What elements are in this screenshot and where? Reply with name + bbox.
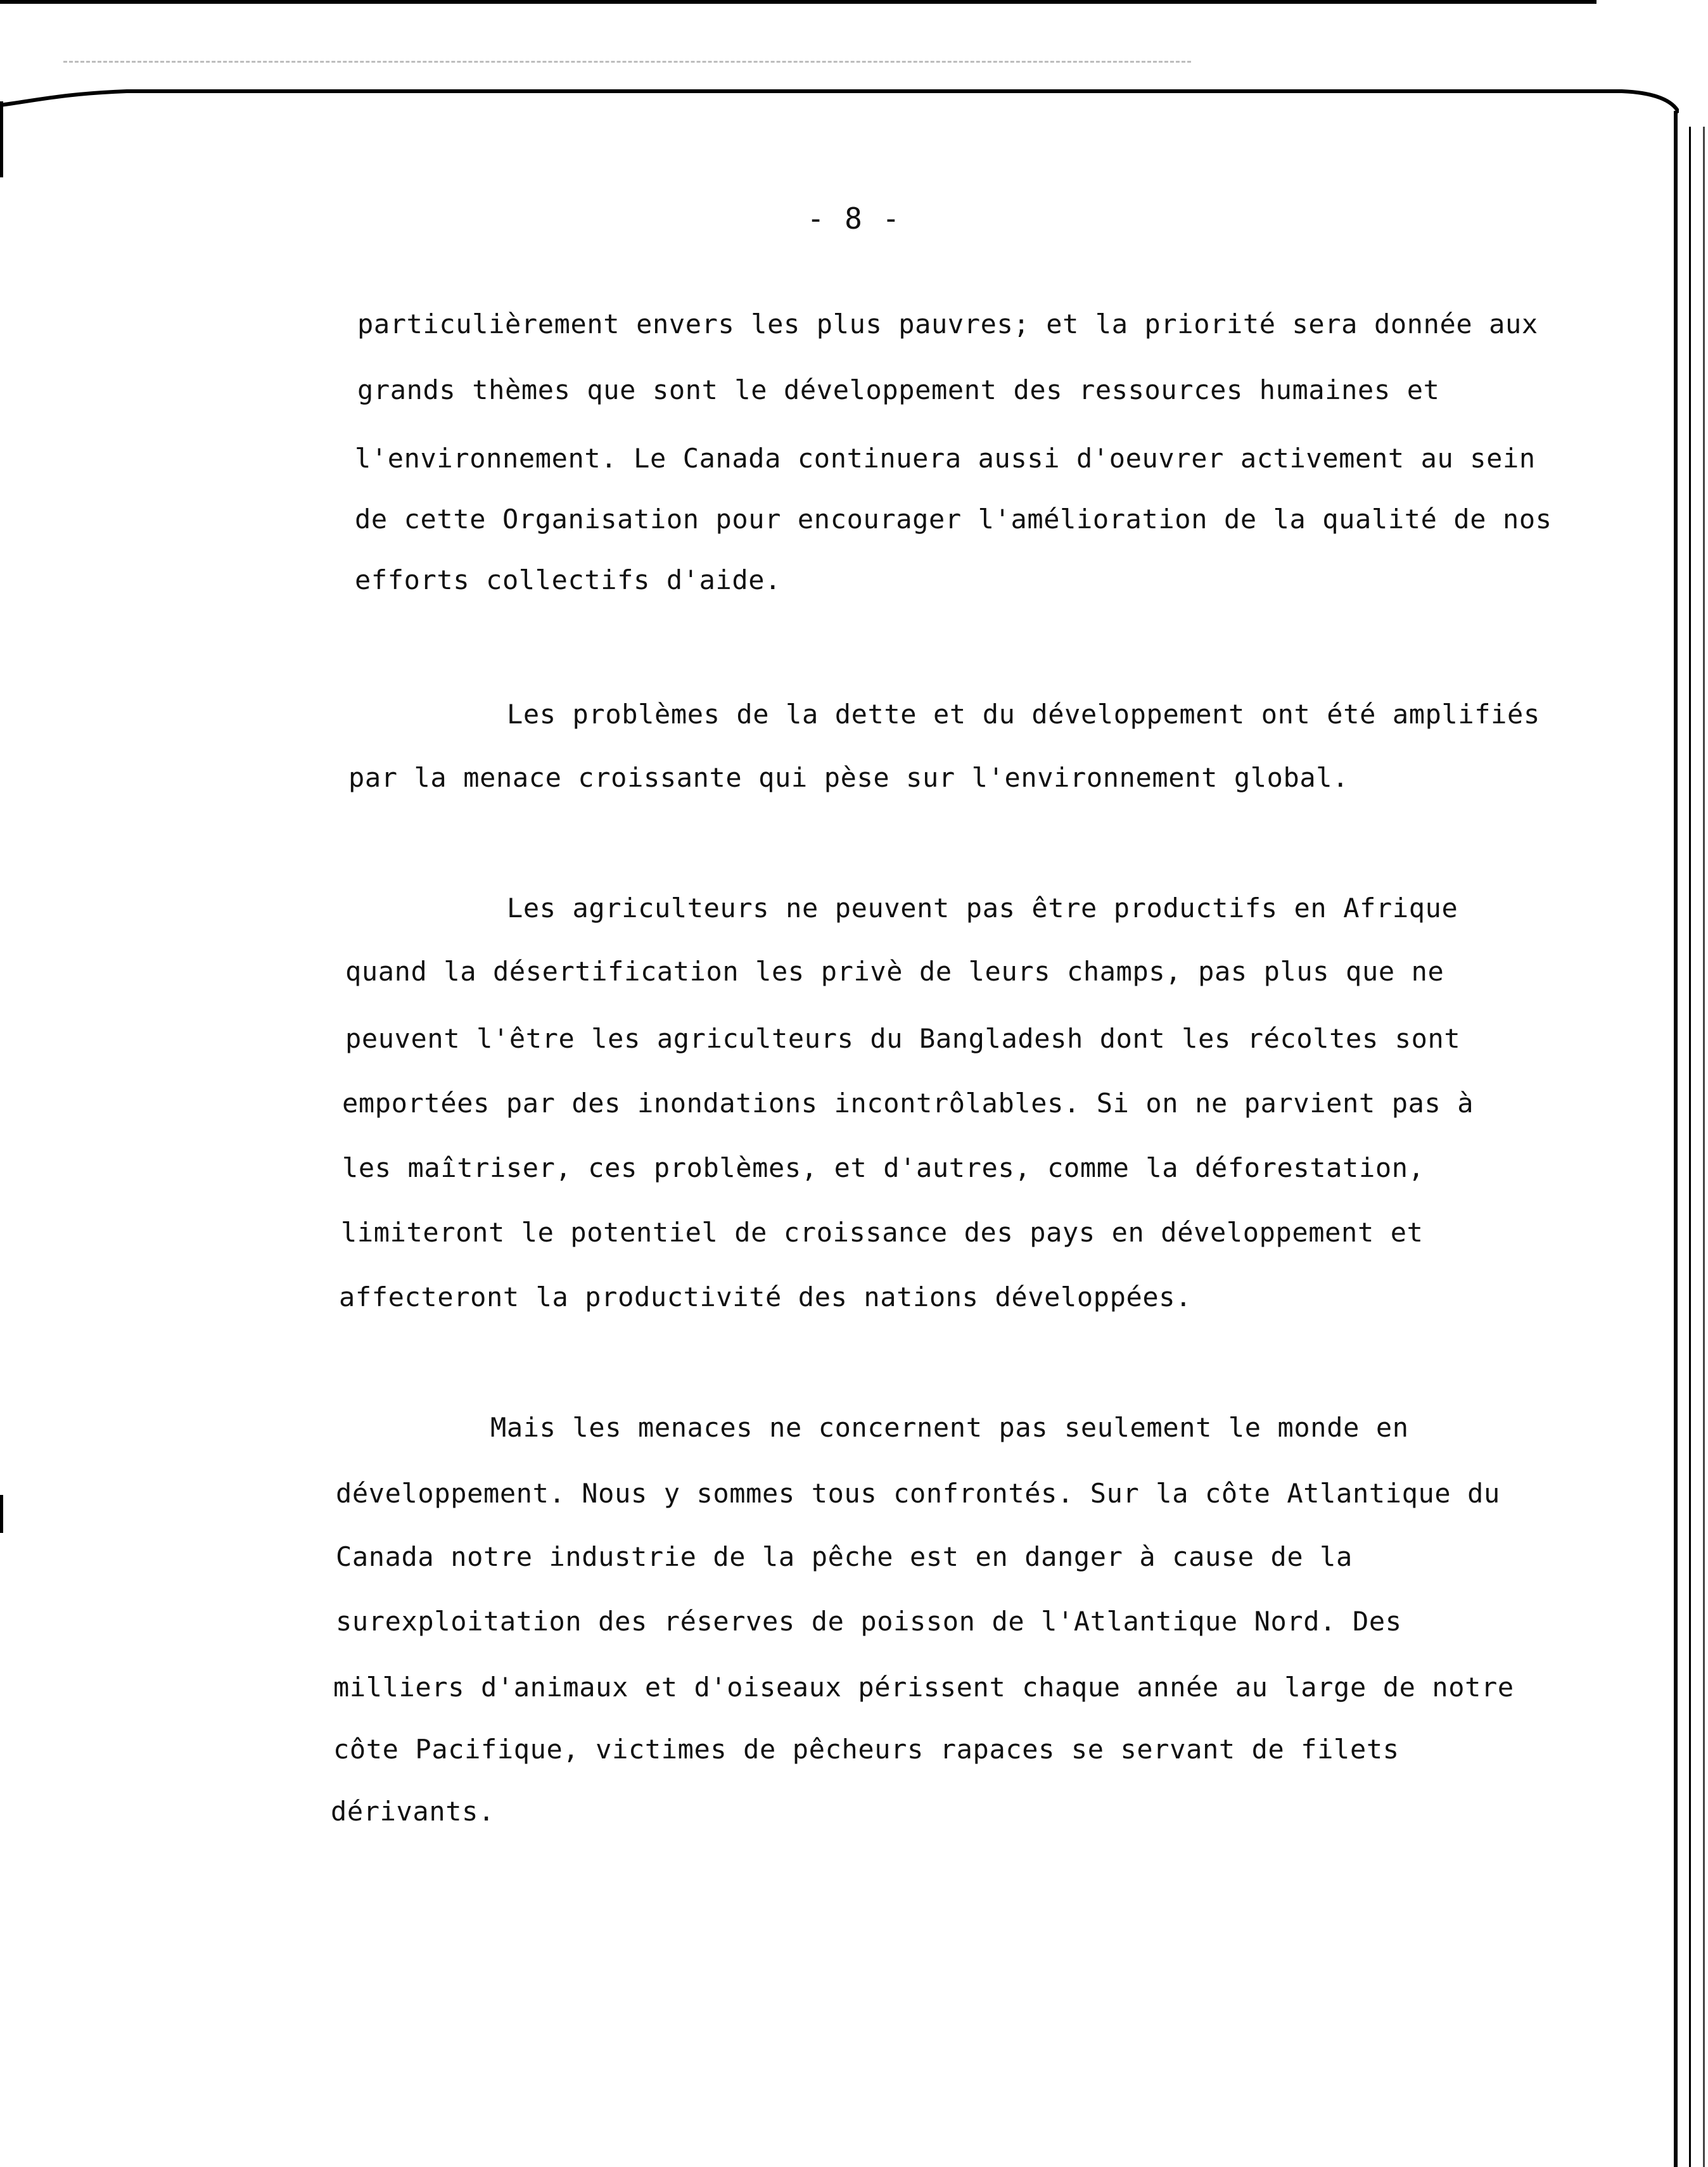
- scan-faint-line: [63, 61, 1191, 63]
- text-line: efforts collectifs d'aide.: [355, 564, 782, 595]
- text-line: peuvent l'être les agriculteurs du Bangladesh dont les récoltes sont: [345, 1023, 1461, 1054]
- text-line: développement. Nous y sommes tous confrontés. Sur la côte Atlantique du: [336, 1478, 1500, 1509]
- scan-right-edge-inner: [1689, 127, 1691, 2167]
- text-line: dérivants.: [331, 1796, 495, 1827]
- text-line: affecteront la productivité des nations développées.: [339, 1281, 1192, 1312]
- scan-right-edge: [1674, 111, 1678, 2167]
- text-line: limiteront le potentiel de croissance des pays en développement et: [341, 1217, 1424, 1248]
- text-line: Les problèmes de la dette et du développement ont été amplifiés: [507, 699, 1540, 730]
- text-line: emportées par des inondations incontrôlables. Si on ne parvient pas à: [342, 1088, 1474, 1119]
- text-line: les maîtriser, ces problèmes, et d'autres, comme la déforestation,: [342, 1152, 1425, 1183]
- text-line: particulièrement envers les plus pauvres; et la priorité sera donnée aux: [357, 308, 1538, 340]
- text-line: Canada notre industrie de la pêche est en danger à cause de la: [336, 1541, 1353, 1572]
- page-number: - 8 -: [806, 201, 902, 236]
- text-line: l'environnement. Le Canada continuera aussi d'oeuvrer activement au sein: [355, 443, 1536, 474]
- text-line: quand la désertification les privè de leurs champs, pas plus que ne: [345, 956, 1444, 987]
- text-line: Les agriculteurs ne peuvent pas être productifs en Afrique: [507, 893, 1458, 924]
- text-line: milliers d'animaux et d'oiseaux périssent chaque année au large de notre: [333, 1672, 1514, 1703]
- text-line: Mais les menaces ne concernent pas seulement le monde en: [490, 1412, 1409, 1443]
- text-line: de cette Organisation pour encourager l'amélioration de la qualité de nos: [355, 504, 1552, 535]
- scan-top-edge: [0, 0, 1596, 4]
- scan-left-tick: [0, 1495, 3, 1533]
- text-line: surexploitation des réserves de poisson de l'Atlantique Nord. Des: [336, 1606, 1402, 1637]
- text-line: par la menace croissante qui pèse sur l'environnement global.: [348, 762, 1349, 793]
- text-line: côte Pacifique, victimes de pêcheurs rapaces se servant de filets: [333, 1734, 1399, 1765]
- scan-right-edge-outer: [1703, 127, 1705, 2167]
- scan-frame-curve: [0, 87, 1679, 125]
- scan-left-edge: [0, 101, 3, 177]
- text-line: grands thèmes que sont le développement des ressources humaines et: [357, 374, 1440, 405]
